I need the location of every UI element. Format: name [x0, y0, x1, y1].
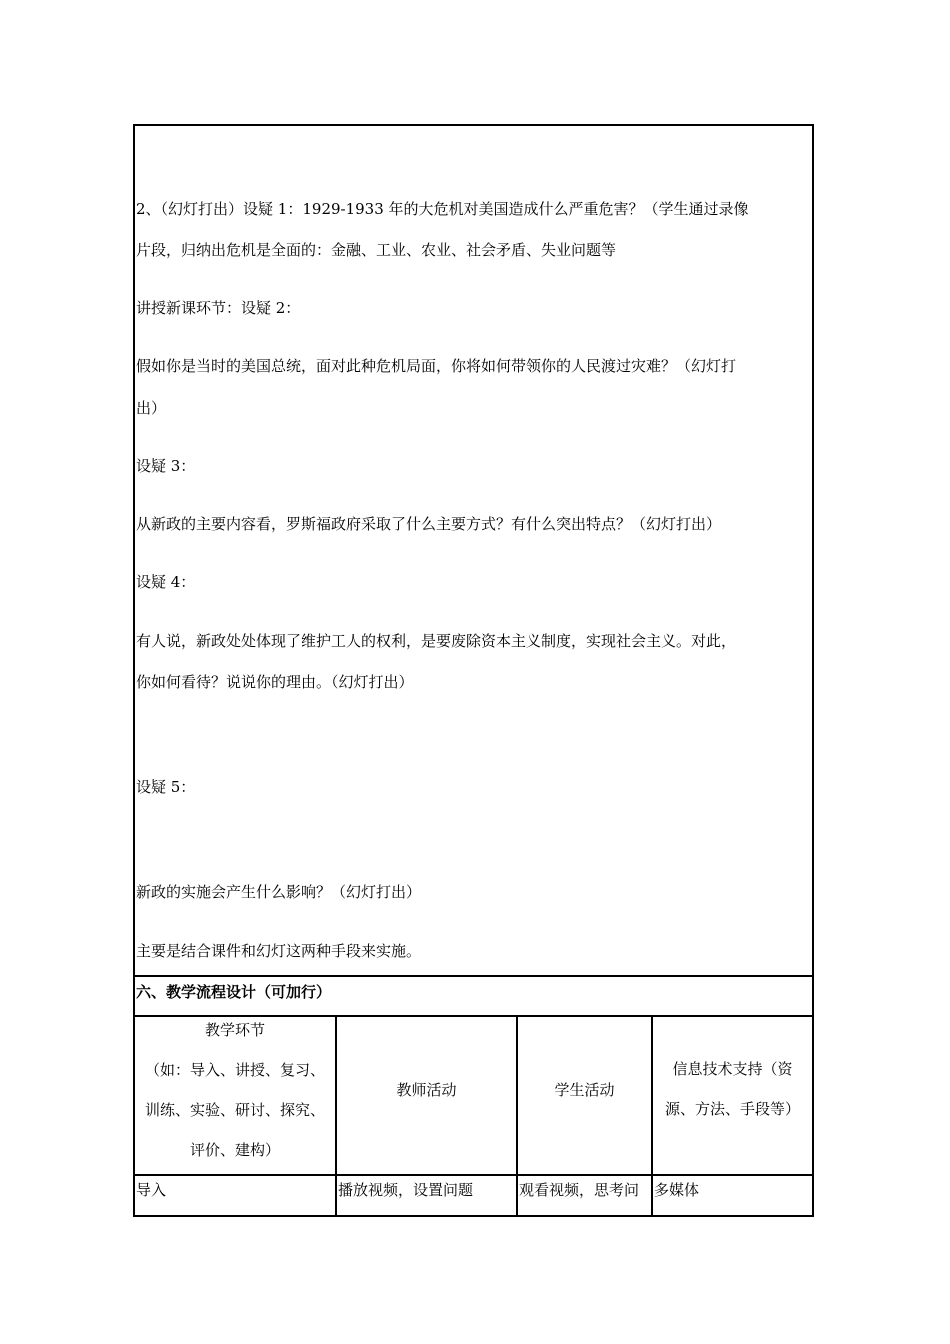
column-divider [335, 1015, 337, 1215]
row-divider [133, 1015, 814, 1017]
header-stage [135, 1020, 335, 1160]
paragraph-line: 主要是结合课件和幻灯这两种手段来实施。 [136, 942, 422, 960]
row-divider [133, 1174, 814, 1176]
header-tech-line: 源、方法、手段等） [664, 1100, 800, 1118]
cell-stage: 导入 [136, 1181, 167, 1199]
paragraph-line: 新政的实施会产生什么影响？（幻灯打出） [136, 883, 422, 901]
header-teacher: 教师活动 [396, 1081, 457, 1099]
header-stage-line: 评价、建构） [189, 1141, 280, 1159]
header-tech [653, 1059, 812, 1119]
cell-student: 观看视频，思考问 [519, 1181, 640, 1199]
header-student: 学生活动 [554, 1081, 615, 1099]
paragraph-line: 片段，归纳出危机是全面的：金融、工业、农业、社会矛盾、失业问题等 [136, 241, 617, 259]
paragraph-line: 讲授新课环节：设疑 2： [136, 299, 301, 317]
cell-tech: 多媒体 [654, 1181, 700, 1199]
column-divider [516, 1015, 518, 1215]
paragraph-line: 有人说，新政处处体现了维护工人的权利，是要废除资本主义制度，实现社会主义。对此， [136, 632, 737, 650]
header-stage-line: 训练、实验、研讨、探究、 [144, 1101, 325, 1119]
cell-teacher: 播放视频，设置问题 [338, 1181, 474, 1199]
paragraph-line: 2、（幻灯打出）设疑 1：1929-1933 年的大危机对美国造成什么严重危害？（学生通过录像 [136, 200, 749, 218]
paragraph-line: 你如何看待？说说你的理由。（幻灯打出） [136, 673, 414, 691]
paragraph-line: 出） [136, 399, 167, 417]
paragraph-line: 假如你是当时的美国总统，面对此种危机局面，你将如何带领你的人民渡过灾难？（幻灯打 [136, 357, 737, 375]
header-stage-line: （如：导入、讲授、复习、 [144, 1061, 325, 1079]
section-title: 六、教学流程设计（可加行） [136, 983, 332, 1001]
row-divider [133, 975, 814, 977]
paragraph-line: 设疑 4： [136, 573, 196, 591]
paragraph-line: 设疑 5： [136, 778, 196, 796]
header-stage-line: 教学环节 [204, 1021, 265, 1039]
header-tech-line: 信息技术支持（资 [672, 1060, 793, 1078]
paragraph-line: 从新政的主要内容看，罗斯福政府采取了什么主要方式？有什么突出特点？（幻灯打出） [136, 515, 722, 533]
paragraph-line: 设疑 3： [136, 457, 196, 475]
